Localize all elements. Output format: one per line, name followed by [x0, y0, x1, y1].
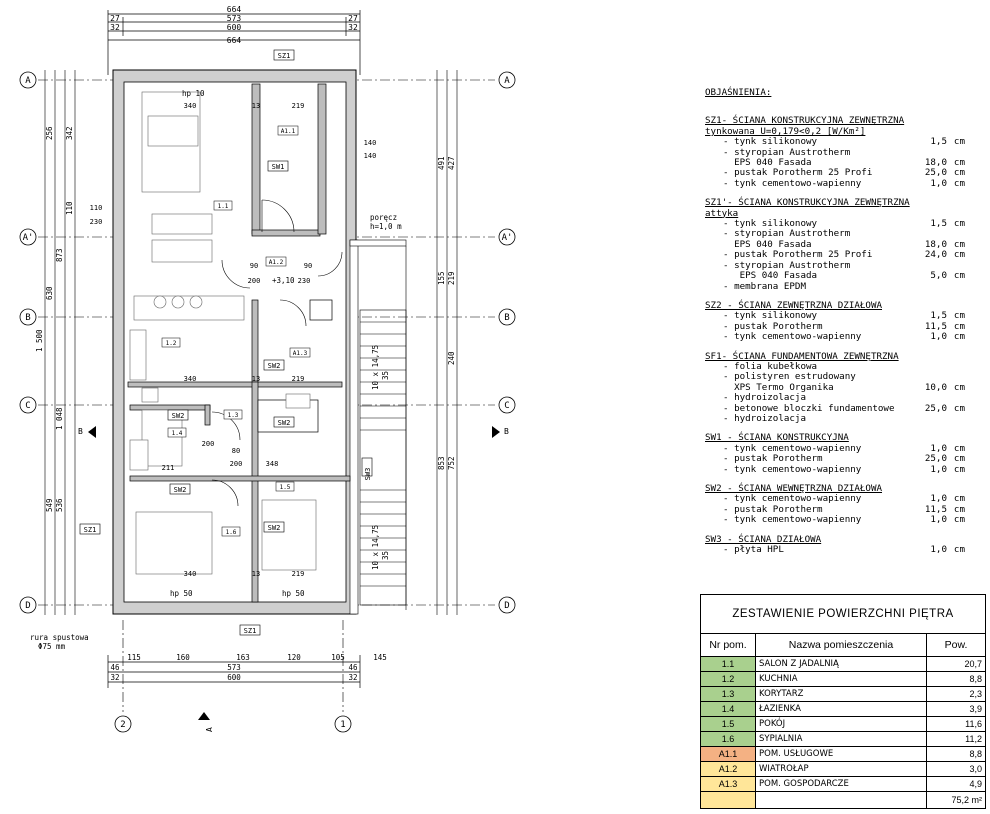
area-row [701, 657, 986, 672]
dim-left-873: 873 [55, 248, 64, 262]
dim-top-32a: 32 [110, 23, 120, 32]
layer-thickness: 1,0 [930, 442, 947, 454]
dim-left-536: 536 [55, 498, 64, 512]
section-b-right: B [504, 427, 509, 436]
legend-section [705, 433, 965, 475]
room-name: POM. GOSPODARCZE [756, 777, 927, 792]
layer-thickness: 25,0 [924, 402, 947, 414]
dim-in-90b: 90 [303, 262, 313, 270]
note-porecz-h: h=1,0 m [370, 222, 402, 231]
layer-name: - hydroizolacja [723, 412, 806, 424]
dim-in-140b: 140 [363, 152, 377, 160]
axis-b-right: B [504, 313, 510, 323]
note-hp-10: hp 10 [182, 89, 205, 98]
legend-layer-row [705, 414, 965, 424]
room-number: A1.1 [701, 747, 756, 762]
note-level: +3,10 [272, 276, 295, 285]
axis-a-left: A [25, 76, 31, 86]
axis-2: 2 [120, 720, 126, 730]
layer-unit: cm [953, 442, 965, 454]
dim-in-230: 230 [89, 218, 103, 226]
area-summary-table [700, 594, 986, 809]
layer-thickness: 24,0 [924, 249, 947, 261]
dim-left-342: 342 [65, 126, 74, 140]
layer-name: XPS Termo Organika [723, 381, 834, 393]
legend-header: OBJAŚNIENIA: [705, 87, 772, 98]
note-hp-50b: hp 50 [282, 589, 305, 598]
dim-in-13b: 13 [251, 375, 261, 383]
room-area: 4,9 [927, 777, 986, 792]
legend-section [705, 116, 965, 189]
layer-thickness: 11,5 [924, 503, 947, 515]
dim-right-853: 853 [437, 456, 446, 470]
axis-d-left: D [25, 601, 31, 611]
layer-unit: cm [953, 453, 965, 465]
legend-layer-row [705, 465, 965, 475]
legend-section [705, 484, 965, 526]
dim-right-491: 491 [437, 156, 446, 170]
dim-bottom-145: 145 [373, 653, 387, 662]
dim-left-1048: 1 048 [55, 407, 64, 430]
room-label-a1-3: A1.3 [292, 350, 308, 357]
dim-in-200a: 200 [247, 277, 261, 285]
legend-section-title: SW1 - ŚCIANA KONSTRUKCYJNA [705, 432, 849, 444]
area-row [701, 672, 986, 687]
layer-name: - folia kubełkowa [723, 360, 818, 372]
total-row-blank [701, 792, 756, 809]
layer-unit: cm [953, 167, 965, 179]
axis-a2-right: A' [501, 233, 513, 243]
dim-right-427: 427 [447, 156, 456, 170]
room-area: 3,0 [927, 762, 986, 777]
layer-name: - tynk silikonowy [723, 310, 818, 322]
legend-layer-row [705, 393, 965, 403]
layer-unit: cm [953, 381, 965, 393]
col-header-name: Nazwa pomieszczenia [756, 634, 927, 657]
room-area: 8,8 [927, 672, 986, 687]
col-header-area: Pow. [927, 634, 986, 657]
room-area: 2,3 [927, 687, 986, 702]
layer-thickness [913, 414, 947, 424]
layer-thickness [913, 393, 947, 403]
axis-1: 1 [340, 720, 346, 730]
legend-layer-row [705, 545, 965, 555]
legend-layer-row [705, 179, 965, 189]
layer-name: - pustak Porotherm [723, 453, 823, 465]
layer-thickness [913, 362, 947, 372]
stairs-label-1: 10 x 14,75 [371, 344, 380, 390]
room-number: 1.1 [701, 657, 756, 672]
dim-bottom-32a: 32 [110, 673, 120, 682]
layer-name: - hydroizolacja [723, 392, 806, 404]
room-label-1-3: 1.3 [227, 412, 239, 419]
layer-unit: cm [953, 320, 965, 332]
area-row [701, 777, 986, 792]
room-label-a1-1: A1.1 [280, 128, 296, 135]
layer-name: EPS 040 Fasada [723, 238, 812, 250]
total-area: 75,2 m² [927, 792, 986, 809]
layer-unit: cm [953, 136, 965, 148]
dim-bottom-115: 115 [127, 653, 141, 662]
layer-name: - tynk cementowo-wapienny [723, 493, 862, 505]
legend-section [705, 198, 965, 292]
layer-thickness: 11,5 [924, 320, 947, 332]
legend-section-title: SF1- ŚCIANA FUNDAMENTOWA ZEWNĘTRZNA [705, 350, 899, 362]
dim-top-664b: 664 [226, 36, 242, 45]
axis-d-right: D [504, 601, 510, 611]
legend-section [705, 535, 965, 556]
dim-left-1500: 1 500 [35, 329, 44, 352]
room-area: 11,2 [927, 732, 986, 747]
layer-thickness: 25,0 [924, 453, 947, 465]
layer-thickness: 1,0 [930, 544, 947, 556]
area-row [701, 747, 986, 762]
room-number: 1.2 [701, 672, 756, 687]
dim-right-752: 752 [447, 456, 456, 470]
room-label-1-5: 1.5 [279, 484, 291, 491]
top-dim-text [110, 5, 358, 45]
layer-thickness: 1,0 [930, 463, 947, 475]
layer-unit: cm [953, 503, 965, 515]
layer-thickness [913, 282, 947, 292]
layer-name: - tynk cementowo-wapienny [723, 514, 862, 526]
room-label-1-1: 1.1 [217, 203, 229, 210]
dim-left-630: 630 [45, 286, 54, 300]
layer-name: - pustak Porotherm [723, 503, 823, 515]
stairs-label-2b: 35 [381, 550, 390, 560]
wall-tag-sw2-c: SW2 [277, 419, 291, 427]
area-row [701, 702, 986, 717]
dim-top-27a: 27 [110, 14, 120, 23]
layer-name: - tynk silikonowy [723, 136, 818, 148]
dim-bottom-573: 573 [227, 663, 241, 672]
dim-in-340: 340 [183, 102, 197, 110]
wall-tag-sz1-bottom: SZ1 [243, 627, 257, 635]
layer-unit: cm [953, 238, 965, 250]
dim-top-32b: 32 [348, 23, 358, 32]
dim-bottom-600: 600 [227, 673, 241, 682]
layer-thickness: 25,0 [924, 167, 947, 179]
bottom-dim-text [110, 653, 386, 682]
axis-b-left: B [25, 313, 31, 323]
layer-name: - polistyren estrudowany [723, 371, 856, 383]
layer-name: - styropian Austrotherm [723, 259, 851, 271]
dim-in-219c: 219 [291, 570, 305, 578]
note-rura: rura spustowa [30, 633, 89, 642]
room-label-a1-2: A1.2 [268, 259, 284, 266]
layer-name: - membrana EPDM [723, 280, 806, 292]
area-row [701, 687, 986, 702]
dim-in-13: 13 [251, 102, 261, 110]
legend-section-subtitle: attyka [705, 207, 739, 219]
legend-section-title: SW2 - ŚCIANA WEWNĘTRZNA DZIAŁOWA [705, 483, 883, 494]
section-a: A [205, 727, 214, 732]
room-area: 3,9 [927, 702, 986, 717]
layer-name: EPS 040 Fasada [723, 270, 818, 282]
layer-thickness: 1,5 [930, 218, 947, 230]
layer-unit [947, 393, 965, 403]
note-porecz: poręcz [370, 213, 398, 222]
layer-name: - pustak Porotherm 25 Profi [723, 167, 873, 179]
dim-right-219: 219 [447, 271, 456, 285]
layer-thickness: 1,0 [930, 331, 947, 343]
room-label-1-4: 1.4 [171, 430, 183, 437]
layer-thickness: 18,0 [924, 157, 947, 169]
layer-name: - styropian Austrotherm [723, 146, 851, 158]
layer-unit: cm [953, 218, 965, 230]
room-name: ŁAZIENKA [756, 702, 927, 717]
room-name: KORYTARZ [756, 687, 927, 702]
layer-thickness: 5,0 [930, 270, 947, 282]
dim-bottom-46a: 46 [110, 663, 120, 672]
dim-in-211: 211 [161, 464, 175, 472]
legend-section-title: SZ1- ŚCIANA KONSTRUKCYJNA ZEWNĘTRZNA [705, 115, 905, 127]
room-area: 8,8 [927, 747, 986, 762]
room-area: 20,7 [927, 657, 986, 672]
legend-section [705, 352, 965, 425]
wall-tag-sw2-b: SW2 [171, 412, 185, 420]
layer-name: - tynk cementowo-wapienny [723, 331, 862, 343]
layer-name: - pustak Porotherm 25 Profi [723, 249, 873, 261]
legend [705, 88, 965, 564]
layer-unit: cm [953, 157, 965, 169]
stairs-label-1b: 35 [381, 370, 390, 380]
area-row [701, 732, 986, 747]
layer-unit: cm [953, 493, 965, 505]
legend-layer-row [705, 271, 965, 281]
wall-tag-sw1: SW1 [271, 163, 285, 171]
layer-unit: cm [953, 249, 965, 261]
room-number: 1.4 [701, 702, 756, 717]
layer-unit [947, 414, 965, 424]
layer-name: - tynk cementowo-wapienny [723, 442, 862, 454]
room-number: 1.3 [701, 687, 756, 702]
layer-name: - betonowe bloczki fundamentowe [723, 402, 895, 414]
dim-in-340b: 340 [183, 375, 197, 383]
section-b-left: B [78, 427, 83, 436]
dim-in-219b: 219 [291, 375, 305, 383]
layer-unit: cm [953, 331, 965, 343]
stairs-text [371, 345, 390, 570]
room-name: SYPIALNIA [756, 732, 927, 747]
dim-bottom-120: 120 [287, 653, 301, 662]
layer-unit: cm [953, 514, 965, 526]
layer-unit: cm [953, 270, 965, 282]
axis-a2-left: A' [22, 233, 34, 243]
layer-unit: cm [953, 544, 965, 556]
layer-unit: cm [953, 177, 965, 189]
room-number: 1.5 [701, 717, 756, 732]
dim-bottom-46b: 46 [348, 663, 358, 672]
wall-tag-sw2-d: SW2 [173, 486, 187, 494]
room-name: POKÓJ [756, 717, 927, 732]
dim-in-230b: 230 [297, 277, 311, 285]
layer-unit: cm [953, 463, 965, 475]
legend-layer-row [705, 332, 965, 342]
area-row [701, 762, 986, 777]
legend-section-title: SZ1'- ŚCIANA KONSTRUKCYJNA ZEWNĘTRZNA [705, 197, 910, 209]
wall-tag-sw2-a: SW2 [267, 362, 281, 370]
room-name: WIATROŁAP [756, 762, 927, 777]
dim-in-13c: 13 [251, 570, 261, 578]
layer-name: - styropian Austrotherm [723, 228, 851, 240]
layer-name: - płyta HPL [723, 544, 784, 556]
axis-c-left: C [25, 401, 31, 411]
room-label-1-6: 1.6 [225, 529, 237, 536]
area-row [701, 717, 986, 732]
dim-in-200b: 200 [201, 440, 215, 448]
layer-thickness: 1,5 [930, 310, 947, 322]
layer-thickness: 10,0 [924, 381, 947, 393]
note-rura-d: Φ75 mm [38, 642, 66, 651]
layer-name: EPS 040 Fasada [723, 157, 812, 169]
dim-in-340c: 340 [183, 570, 197, 578]
legend-layer-row [705, 282, 965, 292]
room-name: KUCHNIA [756, 672, 927, 687]
dim-in-140a: 140 [363, 139, 377, 147]
dim-right-240: 240 [447, 351, 456, 365]
note-hp-50a: hp 50 [170, 589, 193, 598]
layer-name: - pustak Porotherm [723, 320, 823, 332]
dim-bottom-163: 163 [236, 653, 250, 662]
legend-section [705, 301, 965, 343]
layer-unit: cm [953, 402, 965, 414]
legend-section-title: SZ2 - ŚCIANA ZEWNĘTRZNA DZIAŁOWA [705, 299, 883, 311]
dim-top-573: 573 [226, 14, 242, 23]
axis-c-right: C [504, 401, 510, 411]
dim-in-200c: 200 [229, 460, 243, 468]
dim-top-27b: 27 [348, 14, 358, 23]
dim-top-600: 600 [226, 23, 242, 32]
layer-name: - tynk silikonowy [723, 218, 818, 230]
wall-tag-sw3: SW3 [364, 467, 372, 481]
dim-left-110: 110 [65, 201, 74, 215]
room-number: A1.3 [701, 777, 756, 792]
area-rows [701, 657, 986, 792]
layer-name: - tynk cementowo-wapienny [723, 177, 862, 189]
wall-tag-sw2-e: SW2 [267, 524, 281, 532]
room-name: SALON Z JADALNIĄ [756, 657, 927, 672]
col-header-nr: Nr pom. [701, 634, 756, 657]
layer-unit: cm [953, 310, 965, 322]
dim-top-664: 664 [226, 5, 242, 14]
dim-left-256: 256 [45, 126, 54, 140]
dim-bottom-160: 160 [176, 653, 190, 662]
dim-right-155: 155 [437, 271, 446, 285]
area-table-title: ZESTAWIENIE POWIERZCHNI PIĘTRA [701, 595, 986, 634]
room-label-1-2: 1.2 [165, 340, 177, 347]
room-name: POM. USŁUGOWE [756, 747, 927, 762]
wall-tag-sz1-top: SZ1 [277, 52, 291, 60]
legend-section-subtitle: tynkowana U=0,179<0,2 [W/Km²] [705, 125, 866, 137]
layer-thickness: 1,5 [930, 136, 947, 148]
total-row-blank2 [756, 792, 927, 809]
dim-in-348: 348 [265, 460, 279, 468]
layer-thickness: 18,0 [924, 238, 947, 250]
dim-in-80: 80 [231, 447, 241, 455]
axis-a-right: A [504, 76, 510, 86]
dim-bottom-105: 105 [331, 653, 345, 662]
dim-in-90a: 90 [249, 262, 259, 270]
layer-unit [947, 362, 965, 372]
room-number: 1.6 [701, 732, 756, 747]
dim-in-219: 219 [291, 102, 305, 110]
legend-layer-row [705, 515, 965, 525]
dim-in-110: 110 [89, 204, 103, 212]
layer-name: - tynk cementowo-wapienny [723, 463, 862, 475]
layer-thickness: 1,0 [930, 514, 947, 526]
room-area: 11,6 [927, 717, 986, 732]
legend-section-title: SW3 - ŚCIANA DZIAŁOWA [705, 533, 822, 545]
layer-thickness: 1,0 [930, 493, 947, 505]
wall-tag-sz1-left: SZ1 [83, 526, 97, 534]
room-number: A1.2 [701, 762, 756, 777]
stairs-label-2: 10 x 14,75 [371, 524, 380, 570]
layer-thickness: 1,0 [930, 177, 947, 189]
layer-unit [947, 282, 965, 292]
dim-bottom-32b: 32 [348, 673, 358, 682]
dim-left-549: 549 [45, 498, 54, 512]
